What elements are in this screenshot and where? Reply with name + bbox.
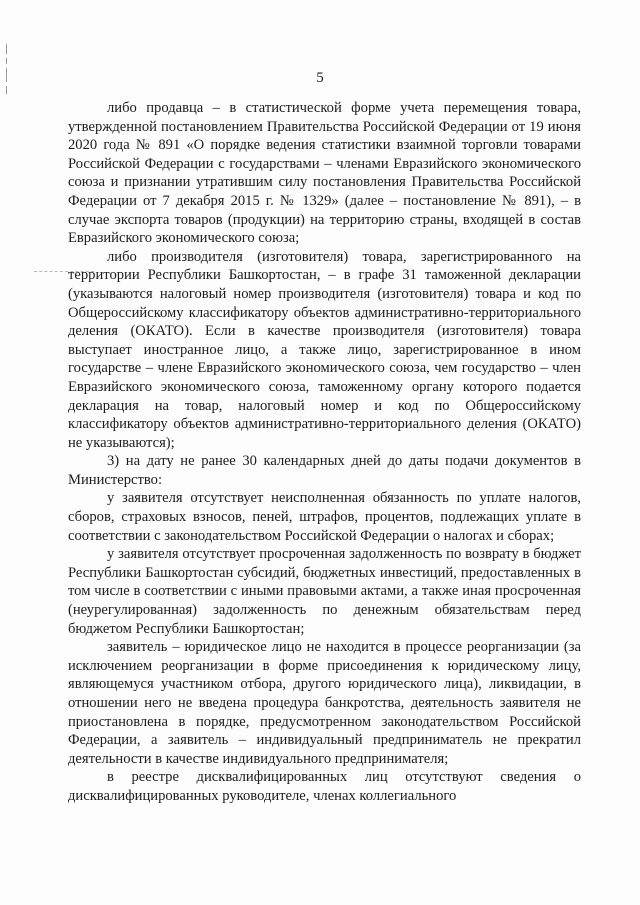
paragraph-item-3-date-condition: 3) на дату не ранее 30 календарных дней до даты подачи документов в Министерство: [68,453,581,488]
paragraph-no-budget-debt: у заявителя отсутствует просроченная задолженность по возврату в бюджет Республики Башкортостан субсидий, бюджетных инвестиций, предоставленных в том числе в соответствии с иными правовыми актами, а также иная просроченная (неурегулированная) задолженность по денежным обязательствам перед бюджетом Республики Башкортостан; [68,546,581,637]
page-number: 5 [316,70,324,86]
paragraph-no-reorganization: заявитель – юридическое лицо не находится в процессе реорганизации (за исключением реорганизации в форме присоединения к юридическому лицу, являющемуся участником отбора, другого юридического лица), ликвидации, в отношении него не введена процедура банкротства, деятельность заявителя не приостановлена в порядке, предусмотренном законодательством Российской Федерации, а заявитель – индивидуальный предприниматель не прекратил деятельности в качестве индивидуального предпринимателя; [68,639,581,767]
document-body [68,99,581,806]
paragraph-seller-statistical-form: либо продавца – в статистической форме учета перемещения товара, утвержденной постановлением Правительства Российской Федерации от 19 июня 2020 года № 891 «О порядке ведения статистики взаимной торговли товарами Российской Федерации с государствами – членами Евразийского экономического союза и признании утратившим силу постановления Правительства Российской Федерации от 7 декабря 2015 г. № 1329» (далее – постановление № 891), – в случае экспорта товаров (продукции) на территорию страны, входящей в состав Евразийского экономического союза; [68,100,581,247]
paragraph-manufacturer-customs-declaration: либо производителя (изготовителя) товара, зарегистрированного на территории Республики Башкортостан, – в графе 31 таможенной декларации (указываются налоговый номер производителя (изготовителя) товара и код по Общероссийскому классификатору объектов административно-территориального деления (ОКАТО). Если в качестве производителя (изготовителя) товара выступает иностранное лицо, а также лицо, зарегистрированное в ином государстве – члене Евразийского экономического союза, чем государство – член Евразийского экономического союза, таможенному органу которого подается декларация на товар, налоговый номер и код по Общероссийскому классификатору объектов административно-территориального деления (ОКАТО) не указываются); [68,248,581,451]
paragraph-no-tax-arrears: у заявителя отсутствует неисполненная обязанность по уплате налогов, сборов, страховых взносов, пеней, штрафов, процентов, подлежащих уплате в соответствии с законодательством Российской Федерации о налогах и сборах; [68,490,581,544]
paragraph-disqualified-persons-register: в реестре дисквалифицированных лиц отсутствуют сведения о дисквалифицированных руководителе, членах коллегиального [68,769,581,804]
